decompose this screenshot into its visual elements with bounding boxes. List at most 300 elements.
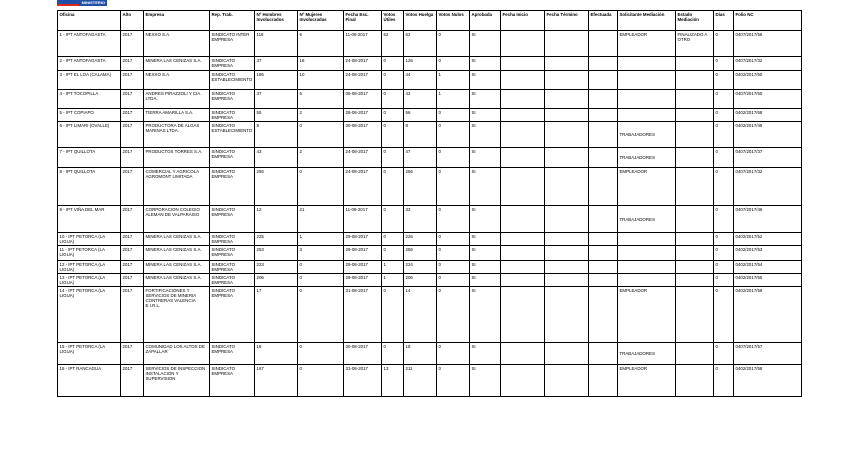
table-cell: 226 (404, 233, 437, 246)
table-cell: SI (470, 122, 501, 148)
column-header: Rep. Trab. (210, 11, 255, 31)
table-cell (501, 90, 545, 109)
table-cell: SI (470, 31, 501, 57)
table-cell: SINDICATO EMPRESA (210, 261, 255, 274)
table-cell: 0 (437, 168, 470, 206)
table-cell: 0402/2017/55 (734, 274, 802, 287)
table-cell: 24-08-2017 (344, 148, 382, 168)
table-cell: 0 (298, 365, 344, 397)
column-header: Oficina (58, 11, 121, 31)
table-cell: 1 - IPT ANTOFAGASTA (58, 31, 121, 57)
table-cell: 0 (437, 246, 470, 261)
table-cell (676, 343, 714, 365)
table-cell: PRODUCTORA DE ALGAS MARINAS LTDA. (144, 122, 210, 148)
table-cell: 0 (382, 57, 404, 71)
table-cell (589, 343, 618, 365)
table-cell (545, 206, 589, 233)
table-cell: 6 - IPT LIMARI (OVALLE) (58, 122, 121, 148)
table-cell (589, 246, 618, 261)
table-cell: SI (470, 206, 501, 233)
table-cell: 0 (298, 122, 344, 148)
table-cell: 0 (714, 343, 734, 365)
table-cell (501, 148, 545, 168)
table-cell: 21 (298, 206, 344, 233)
table-cell: 2017 (121, 57, 144, 71)
table-row (58, 246, 802, 261)
table-cell: 8 - IPT QUILLOTA (58, 168, 121, 206)
table-cell: 2017 (121, 274, 144, 287)
table-cell: 0 (382, 109, 404, 122)
table-cell: 30-08-2017 (344, 122, 382, 148)
table-row (58, 71, 802, 90)
table-cell: 2017 (121, 261, 144, 274)
table-cell (676, 365, 714, 397)
table-row (58, 90, 802, 109)
table-cell: 0 (714, 233, 734, 246)
table-cell: EMPLEADOR (618, 31, 676, 57)
table-cell: EMPLEADOR (618, 365, 676, 397)
table-cell (545, 246, 589, 261)
table-cell: 0 (382, 233, 404, 246)
ministry-logo (57, 0, 107, 6)
table-cell: 24-08-2017 (344, 168, 382, 206)
table-cell (501, 261, 545, 274)
table-cell: EMPLEADOR (618, 168, 676, 206)
table-cell: 0 (437, 261, 470, 274)
table-cell (589, 287, 618, 343)
table-cell: 0 (382, 206, 404, 233)
column-header: Nº Hombres Involucrados (255, 11, 298, 31)
table-cell (501, 168, 545, 206)
table-cell: 0 (714, 274, 734, 287)
table-cell: 223 (255, 261, 298, 274)
logo-stripe (57, 4, 79, 6)
table-cell: 0 (437, 122, 470, 148)
table-cell: SINDICATO EMPRESA (210, 274, 255, 287)
table-cell (589, 122, 618, 148)
table-cell: EMPLEADOR (618, 287, 676, 343)
table-cell: 2017 (121, 122, 144, 148)
column-header: Efectuada (589, 11, 618, 31)
table-cell: NEXXO S.A. (144, 31, 210, 57)
table-cell: 0 (437, 31, 470, 57)
table-cell (589, 365, 618, 397)
column-header: Folio NC (734, 11, 802, 31)
table-cell: 2 (298, 148, 344, 168)
table-row (58, 168, 802, 206)
table-cell (618, 71, 676, 90)
table-cell: 29-08-2017 (344, 233, 382, 246)
table-cell: 3 (298, 246, 344, 261)
table-cell (501, 233, 545, 246)
table-cell: 0 (437, 287, 470, 343)
column-header: Estado Mediación (676, 11, 714, 31)
table-cell: SINDICATO EMPRESA (210, 233, 255, 246)
table-cell: SI (470, 246, 501, 261)
table-cell: SI (470, 90, 501, 109)
table-cell (545, 57, 589, 71)
table-cell (589, 274, 618, 287)
table-cell: MINERA LAS CENIZAS S.A. (144, 246, 210, 261)
table-cell: 0 (382, 122, 404, 148)
table-cell: MINERA LAS CENIZAS S.A. (144, 261, 210, 274)
table-cell: 186 (255, 71, 298, 90)
table-row (58, 274, 802, 287)
table-cell: 0 (382, 287, 404, 343)
table-cell (501, 109, 545, 122)
table-cell (501, 343, 545, 365)
table-cell (676, 246, 714, 261)
table-cell: SINDICATO EMPRESA (210, 109, 255, 122)
table-cell (676, 274, 714, 287)
table-cell: 0402/2017/54 (734, 261, 802, 274)
table-cell: 31-08-2017 (344, 365, 382, 397)
table-cell: 2017 (121, 246, 144, 261)
table-cell (676, 71, 714, 90)
table-cell: 17 (255, 287, 298, 343)
table-cell: 0407/2017/56 (734, 31, 802, 57)
table-cell (545, 274, 589, 287)
table-cell: 2017 (121, 365, 144, 397)
column-header: Fecha Esc. Final (344, 11, 382, 31)
table-cell: 0 (437, 343, 470, 365)
table-cell: PRODUCTOS TORRES S.A. (144, 148, 210, 168)
table-cell: 0 (382, 168, 404, 206)
table-cell: 0402/2017/53 (734, 246, 802, 261)
table-cell: SINDICATO INTER EMPRESA (210, 31, 255, 57)
table-cell: 2017 (121, 148, 144, 168)
table-cell: 8 (404, 122, 437, 148)
table-cell (545, 122, 589, 148)
table-cell: 29-08-2017 (344, 274, 382, 287)
table-cell: 256 (404, 246, 437, 261)
table-cell: 0 (382, 148, 404, 168)
table-cell: 11 - IPT PETORCA (LA LIGUA) (58, 246, 121, 261)
table-cell: 0 (714, 57, 734, 71)
table-row (58, 287, 802, 343)
table-cell: 0407/2017/46 (734, 206, 802, 233)
table-cell: 0402/2017/59 (734, 287, 802, 343)
table-cell: 62 (382, 31, 404, 57)
table-cell: 29-08-2017 (344, 246, 382, 261)
table-cell (676, 57, 714, 71)
table-cell: 24-08-2017 (344, 71, 382, 90)
table-cell: SINDICATO EMPRESA (210, 246, 255, 261)
table-cell (676, 233, 714, 246)
table-cell: NEXXO S.A. (144, 71, 210, 90)
table-cell: 0407/2017/32 (734, 57, 802, 71)
table-cell: SI (470, 148, 501, 168)
table-cell: SINDICATO ESTABLECIMIENTO (210, 122, 255, 148)
table-cell (676, 261, 714, 274)
table-cell: 18 (255, 343, 298, 365)
table-cell: 15 - IPT PETORCA (LA LIGUA) (58, 343, 121, 365)
table-cell: 206 (404, 274, 437, 287)
table-row (58, 57, 802, 71)
table-cell: 0 (714, 31, 734, 57)
table-cell: SI (470, 343, 501, 365)
table-cell: 2017 (121, 233, 144, 246)
table-cell: 2017 (121, 71, 144, 90)
table-cell (501, 287, 545, 343)
table-cell (618, 246, 676, 261)
table-cell: 12 (255, 206, 298, 233)
table-row (58, 343, 802, 365)
table-cell: 44 (404, 71, 437, 90)
table-cell: 56 (404, 109, 437, 122)
table-cell: 2017 (121, 109, 144, 122)
table-cell: 8 (255, 122, 298, 148)
table-cell (501, 31, 545, 57)
table-cell: SINDICATO EMPRESA (210, 148, 255, 168)
table-cell (589, 148, 618, 168)
table-cell: 0 (298, 287, 344, 343)
table-row (58, 261, 802, 274)
table-cell: 18 (298, 57, 344, 71)
table-cell: 6 (298, 31, 344, 57)
table-cell: 0 (437, 233, 470, 246)
table-cell: 0407/2017/37 (734, 148, 802, 168)
table-cell: 43 (255, 148, 298, 168)
table-cell (545, 90, 589, 109)
table-cell: SI (470, 274, 501, 287)
table-cell (545, 343, 589, 365)
table-cell: 206 (255, 274, 298, 287)
table-cell (618, 57, 676, 71)
table-cell: TRABAJADORES (618, 122, 676, 148)
table-cell: 2017 (121, 31, 144, 57)
table-cell (501, 246, 545, 261)
table-cell: 0 (714, 168, 734, 206)
table-cell: 256 (255, 168, 298, 206)
table-cell: 0 (298, 274, 344, 287)
table-cell: 14 - IPT PETORCA (LA LIGUA) (58, 287, 121, 343)
table-cell: 2017 (121, 168, 144, 206)
table-cell: 0 (437, 365, 470, 397)
table-cell: SI (470, 57, 501, 71)
table-cell: SI (470, 287, 501, 343)
table-cell: 33 (404, 206, 437, 233)
table-cell: SERVICIOS DE INSPECCION INSTALACION Y SUPERVISION (144, 365, 210, 397)
column-header: Año (121, 11, 144, 31)
table-cell (618, 261, 676, 274)
table-cell: 118 (255, 31, 298, 57)
table-row (58, 233, 802, 246)
table-cell: 16 - IPT RANCAGUA (58, 365, 121, 397)
table-cell: 0 (298, 343, 344, 365)
table-cell: 0 (714, 287, 734, 343)
table-cell: 0 (382, 90, 404, 109)
column-header: Votos Huelga (404, 11, 437, 31)
table-cell: 29-08-2017 (344, 261, 382, 274)
table-cell: 06-08-2017 (344, 90, 382, 109)
table-cell: 0402/2017/60 (734, 71, 802, 90)
table-cell (589, 168, 618, 206)
table-cell (589, 261, 618, 274)
table-cell (501, 57, 545, 71)
table-cell: 37 (255, 90, 298, 109)
table-cell (589, 206, 618, 233)
table-cell: 6 (298, 90, 344, 109)
column-header: Solicitante Mediación (618, 11, 676, 31)
table-cell: MINERA LAS CENIZAS S.A. (144, 57, 210, 71)
table-cell: 2017 (121, 287, 144, 343)
table-cell: 18 (404, 343, 437, 365)
table-cell: 31-08-2017 (344, 287, 382, 343)
table-cell: ANDRES PIRAZZOLI Y CIA. LTDA. (144, 90, 210, 109)
table-cell: 0402/2017/52 (734, 233, 802, 246)
table-cell: 0407/2017/57 (734, 343, 802, 365)
table-cell: CORPORACION COLEGIO ALEMAN DE VALPARAISO (144, 206, 210, 233)
table-cell (589, 233, 618, 246)
table-cell: 30-08-2017 (344, 343, 382, 365)
table-cell: 2 - IPT ANTOFAGASTA (58, 57, 121, 71)
table-cell (676, 122, 714, 148)
table-cell: 0 (714, 109, 734, 122)
table-cell: 256 (404, 168, 437, 206)
table-cell: 1 (382, 274, 404, 287)
table-cell: 0 (714, 365, 734, 397)
table-cell: SI (470, 71, 501, 90)
table-cell: 0402/2017/68 (734, 109, 802, 122)
table-cell: 0 (298, 261, 344, 274)
table-cell: 0 (714, 261, 734, 274)
column-header: Votos Útiles (382, 11, 404, 31)
table-cell: 7 - IPT QUILLOTA (58, 148, 121, 168)
header-row (58, 11, 802, 31)
table-cell: MINERA LAS CENIZAS S.A. (144, 233, 210, 246)
table-cell: 0 (437, 148, 470, 168)
table-cell: 1 (382, 261, 404, 274)
table-cell: 0 (714, 206, 734, 233)
table-cell (676, 90, 714, 109)
table-cell: 3 - IPT EL LOA (CALAMA) (58, 71, 121, 90)
table-cell: 0 (437, 109, 470, 122)
table-cell (589, 57, 618, 71)
table-cell: SINDICATO ESTABLECIMIENTO (210, 71, 255, 90)
table-cell: SINDICATO EMPRESA (210, 343, 255, 365)
table-cell: 42 (404, 90, 437, 109)
table-cell (589, 90, 618, 109)
table-cell: 1 (437, 71, 470, 90)
table-cell: 2 (298, 109, 344, 122)
table-cell (545, 168, 589, 206)
table-cell: MINERA LAS CENIZAS S.A. (144, 274, 210, 287)
negotiations-table (57, 10, 802, 397)
table-cell: SINDICATO EMPRESA (210, 365, 255, 397)
table-cell: 13 (382, 365, 404, 397)
table-cell (501, 274, 545, 287)
table-cell: 24-08-2017 (344, 57, 382, 71)
table-cell: 2017 (121, 90, 144, 109)
table-cell: 0 (437, 57, 470, 71)
table-cell (589, 71, 618, 90)
table-cell (676, 148, 714, 168)
column-header: Días (714, 11, 734, 31)
table-cell: SI (470, 233, 501, 246)
table-cell: 0 (714, 90, 734, 109)
table-cell (545, 31, 589, 57)
table-cell (589, 31, 618, 57)
table-row (58, 206, 802, 233)
table-cell (676, 206, 714, 233)
table-cell: FORTIFICACIONES Y SERVICIOS DE MINERIA CONTRERAS VALENCIA E.I.R.L. (144, 287, 210, 343)
table-cell: 224 (404, 261, 437, 274)
table-cell: TRABAJADORES (618, 206, 676, 233)
table-cell: COMERCIAL Y AGRICOLA AGROMONT LIMITADA (144, 168, 210, 206)
table-cell: 11-08-2017 (344, 31, 382, 57)
table-cell (589, 109, 618, 122)
table-row (58, 109, 802, 122)
logo-text: MINISTERIO (81, 0, 105, 5)
table-cell: 0 (382, 246, 404, 261)
column-header: Fecha Término (545, 11, 589, 31)
table-cell: 0402/2017/58 (734, 365, 802, 397)
table-cell (676, 168, 714, 206)
table-cell: 47 (404, 148, 437, 168)
table-cell: 211 (404, 365, 437, 397)
table-cell: 4 - IPT TOCOPILLA (58, 90, 121, 109)
table-cell: SINDICATO EMPRESA (210, 57, 255, 71)
table-cell: SI (470, 365, 501, 397)
table-cell (618, 274, 676, 287)
table-cell: 0407/2017/50 (734, 90, 802, 109)
table-cell: SI (470, 168, 501, 206)
table-cell (545, 109, 589, 122)
table-cell: 0407/2017/32 (734, 168, 802, 206)
table-cell: 253 (255, 246, 298, 261)
column-header: Nº Mujeres Involucradas (298, 11, 344, 31)
table-cell: 5 - IPT COPIAPO (58, 109, 121, 122)
table-cell (545, 233, 589, 246)
table-cell: 167 (255, 365, 298, 397)
table-cell: 126 (404, 57, 437, 71)
table-cell: 0 (714, 122, 734, 148)
table-cell (676, 109, 714, 122)
table-cell: 0 (714, 148, 734, 168)
table-cell: 62 (404, 31, 437, 57)
table-cell: 11-08-2017 (344, 206, 382, 233)
table-row (58, 31, 802, 57)
table-cell: SI (470, 109, 501, 122)
table-row (58, 365, 802, 397)
table-cell: SI (470, 261, 501, 274)
table-cell: 55 (255, 109, 298, 122)
column-header: Empresa (144, 11, 210, 31)
table-cell: 0 (714, 246, 734, 261)
table-cell (676, 287, 714, 343)
table-cell (545, 287, 589, 343)
table-cell: 2017 (121, 343, 144, 365)
table-cell: SINDICATO EMPRESA (210, 287, 255, 343)
table-cell (545, 71, 589, 90)
table-row (58, 122, 802, 148)
table-cell (618, 109, 676, 122)
table-cell: 14 (404, 287, 437, 343)
table-cell: TIERRA AMARILLA S.A. (144, 109, 210, 122)
table-cell (545, 148, 589, 168)
table-cell: 2017 (121, 206, 144, 233)
table-cell: TRABAJADORES (618, 148, 676, 168)
table-cell: COMUNIDAD LOS ALTOS DE ZAPALLAR (144, 343, 210, 365)
table-cell: 1 (437, 90, 470, 109)
column-header: Votos Nulos (437, 11, 470, 31)
table-cell: 0 (437, 206, 470, 233)
table-cell: 10 - IPT PETORCA (LA LIGUA) (58, 233, 121, 246)
table-cell: 0402/2017/49 (734, 122, 802, 148)
table-cell: 13 - IPT PETORCA (LA LIGUA) (58, 274, 121, 287)
table-cell (501, 206, 545, 233)
